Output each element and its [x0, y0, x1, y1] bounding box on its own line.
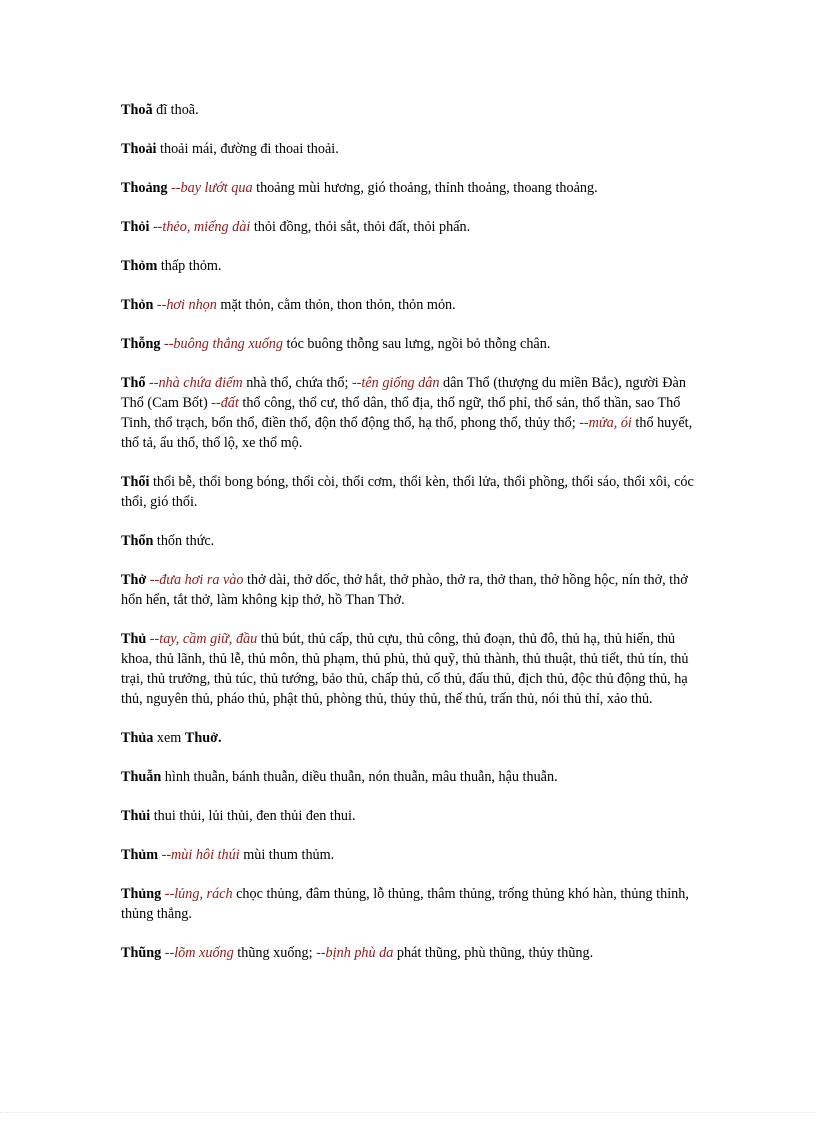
entry-headword: Thỏm — [121, 258, 158, 274]
entry-text: tóc buông thỗng sau lưng, ngồi bỏ thỗng chân. — [283, 336, 551, 352]
entry-text: thỏi đồng, thỏi sắt, thỏi đất, thỏi phấn. — [250, 219, 471, 235]
entry-headword: Thũng — [121, 945, 162, 961]
entry-sense: --hơi nhọn — [156, 297, 217, 313]
entry-text: chọc thủng, đâm thủng, lỗ thủng, thâm thủng, trống thủng khó hàn, thủng thỉnh, thủng thẳng. — [121, 886, 689, 922]
entry-text: thổi bễ, thổi bong bóng, thổi còi, thổi cơm, thổi kèn, thổi lửa, thổi phồng, thổi sáo, thổi xôi, cóc thổi, gió thổi. — [121, 474, 694, 510]
entry-headword: Thuở. — [184, 730, 222, 746]
entry-text: thổn thức. — [153, 533, 215, 549]
dictionary-entry — [121, 334, 696, 354]
page-bottom-edge — [0, 1112, 816, 1123]
entry-sense: --thẻo, miếng dài — [152, 219, 251, 235]
dictionary-entry — [121, 629, 696, 709]
entry-text: thũng xuống; — [233, 945, 317, 961]
entry-text: thổ huyết, thổ tả, ẩu thổ, thổ lộ, xe thổ mộ. — [121, 415, 693, 451]
entry-text: mùi thum thủm. — [239, 847, 335, 863]
dictionary-entry — [121, 570, 696, 610]
entry-headword: Thuẫn — [121, 769, 162, 785]
entry-headword: Thủ — [121, 631, 147, 647]
entry-headword: Thỏi — [121, 219, 150, 235]
entry-sense: --lõm xuống — [164, 945, 234, 961]
dictionary-entry — [121, 178, 696, 198]
entry-text: nhà thổ, chứa thổ; — [242, 375, 352, 391]
entry-sense: --lủng, rách — [164, 886, 233, 902]
entry-headword: Thổ — [121, 375, 146, 391]
entry-text: thấp thỏm. — [157, 258, 222, 274]
entry-sense: --đất — [211, 395, 239, 411]
dictionary-entry — [121, 373, 696, 453]
entry-headword: Thủa — [121, 730, 154, 746]
entry-sense: --bịnh phù da — [316, 945, 394, 961]
entry-text: thổ công, thổ cư, thổ dân, thổ địa, thổ ngữ, thổ phỉ, thổ sản, thổ thần, sao Thổ Tinh, thổ trạch, bổn thổ, điền thổ, độn thổ động thổ, hạ thổ, phong thổ, thủy thổ; — [121, 395, 681, 431]
dictionary-entry — [121, 295, 696, 315]
entry-text: phát thũng, phù thũng, thủy thũng. — [393, 945, 594, 961]
entry-sense: --đưa hơi ra vào — [149, 572, 244, 588]
entry-sense: --nhà chứa điếm — [149, 375, 243, 391]
dictionary-entry — [121, 884, 696, 924]
entry-headword: Thủi — [121, 808, 151, 824]
entry-sense: --mùi hôi thúi — [161, 847, 240, 863]
dictionary-entry — [121, 845, 696, 865]
dictionary-entry — [121, 728, 696, 748]
entry-headword: Thỏn — [121, 297, 154, 313]
entry-text: thủ bút, thủ cấp, thủ cựu, thủ công, thủ đoạn, thủ đô, thủ hạ, thủ hiến, thủ khoa, thủ lãnh, thủ lễ, thủ môn, thủ phạm, thủ phủ, thủ quỹ, thủ thành, thủ thuật, thủ tiết, thủ tín, thủ trại, thủ trưởng, thủ túc, thủ tướng, bảo thủ, chấp thủ, cố thủ, đấu thủ, địch thủ, độc thủ động thủ, hạ thủ, nguyên thủ, pháo thủ, phật thủ, phòng thủ, thủy thủ, thế thủ, trấn thủ, nói thủ thỉ, xảo thủ. — [121, 631, 689, 707]
dictionary-entry — [121, 767, 696, 787]
entry-sense: --tên giống dân — [351, 375, 440, 391]
entry-headword: Thoảng — [121, 180, 168, 196]
entry-headword: Thoải — [121, 141, 157, 157]
dictionary-entry — [121, 806, 696, 826]
entry-text: thoảng mùi hương, gió thoảng, thỉnh thoảng, thoang thoảng. — [252, 180, 598, 196]
dictionary-entry — [121, 531, 696, 551]
entry-headword: Thở — [121, 572, 147, 588]
entry-text: mặt thỏn, cằm thỏn, thon thỏn, thỏn mỏn. — [216, 297, 456, 313]
entry-headword: Thủm — [121, 847, 159, 863]
entry-text: thui thủi, lủi thủi, đen thủi đen thui. — [150, 808, 356, 824]
entry-sense: --tay, cầm giữ, đầu — [149, 631, 258, 647]
entry-text: thở dài, thở dốc, thở hắt, thở phào, thở ra, thở than, thở hồng hộc, nín thở, thở hổn hển, tắt thở, làm không kịp thở, hồ Than Thở. — [121, 572, 688, 608]
entry-headword: Thủng — [121, 886, 162, 902]
dictionary-entry — [121, 943, 696, 963]
entry-text: đĩ thoã. — [152, 102, 199, 118]
entry-headword: Thổn — [121, 533, 154, 549]
entry-text: dân Thổ (thượng du miền Bắc), người Đàn Thổ (Cam Bốt) — [121, 375, 686, 411]
dictionary-entry — [121, 139, 696, 159]
entry-sense: --buông thẳng xuống — [163, 336, 283, 352]
dictionary-entry — [121, 100, 696, 120]
dictionary-entry — [121, 256, 696, 276]
entry-sense: --mửa, ói — [579, 415, 632, 431]
entry-text: thoải mái, đường đi thoai thoải. — [156, 141, 339, 157]
entry-sense: --bay lướt qua — [171, 180, 253, 196]
entry-text: hình thuẫn, bánh thuẫn, diều thuẫn, nón thuẫn, mâu thuẫn, hậu thuẫn. — [161, 769, 558, 785]
entry-text: xem — [153, 730, 185, 746]
entry-headword: Thỗng — [121, 336, 161, 352]
entry-headword: Thoã — [121, 102, 153, 118]
dictionary-entry — [121, 217, 696, 237]
dictionary-page — [121, 100, 696, 982]
entry-headword: Thổi — [121, 474, 150, 490]
dictionary-entry — [121, 472, 696, 512]
